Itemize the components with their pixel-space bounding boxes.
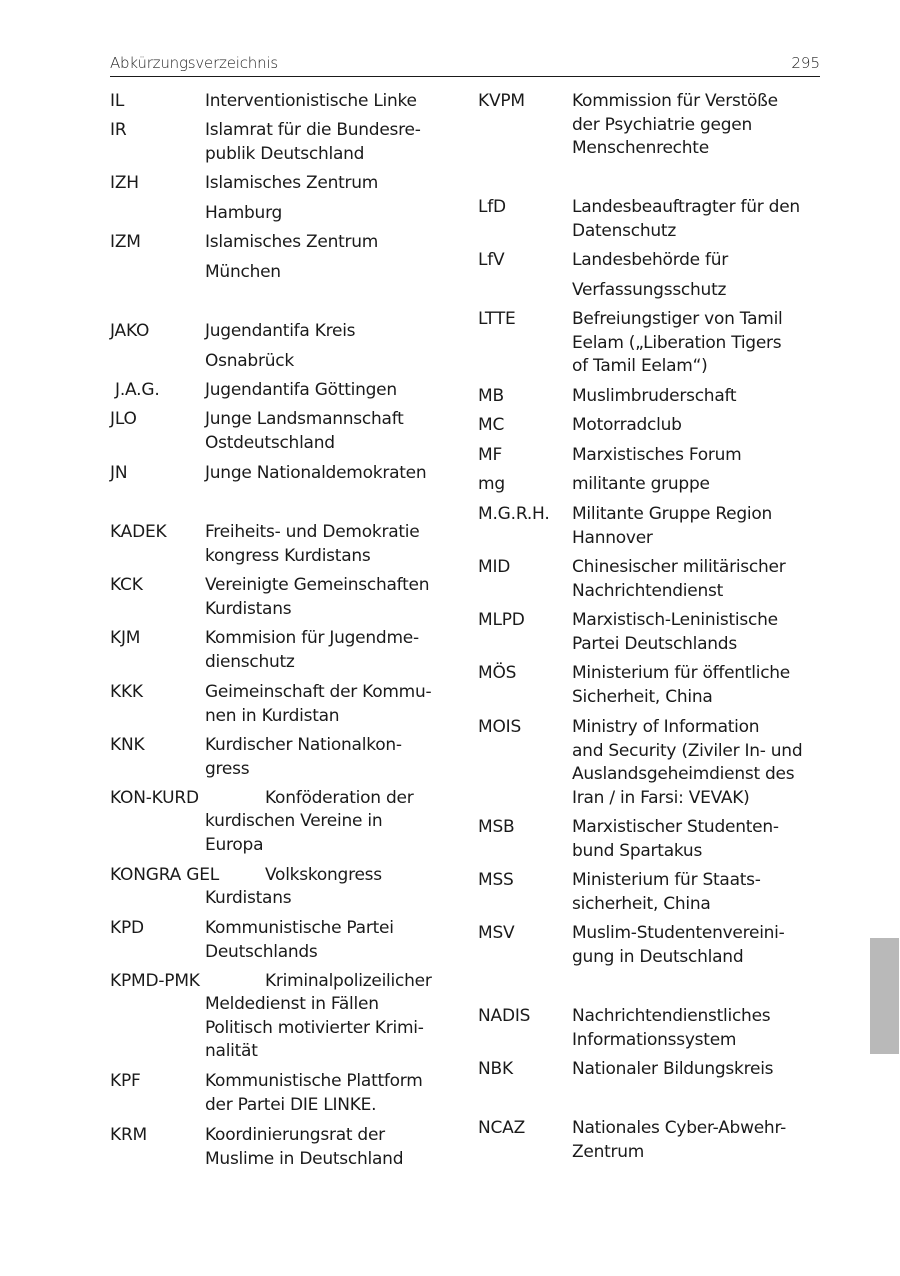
definition-line: Zentrum [572, 1141, 645, 1162]
definition-line: Muslimbruderschaft [572, 386, 737, 406]
abbreviation-term: KPD [110, 918, 144, 938]
definition-line: Nachrichtendienstliches [572, 1006, 771, 1026]
abbreviation-term: KCK [110, 575, 143, 595]
abbreviation-term: IL [110, 91, 125, 111]
definition-line: Befreiungstiger von Tamil [572, 309, 783, 329]
definition-line: nen in Kurdistan [205, 705, 340, 726]
abbreviation-term: KON-KURD [110, 788, 199, 808]
definition-line: Nationaler Bildungskreis [572, 1059, 774, 1079]
abbreviation-term: MOIS [478, 717, 522, 737]
abbreviation-term: MC [478, 415, 505, 435]
abbreviation-term: M.G.R.H. [478, 504, 550, 524]
abbreviation-term: MB [478, 386, 504, 406]
abbreviation-term: KPMD-PMK [110, 971, 200, 991]
definition-line: Deutschlands [205, 941, 318, 962]
abbreviation-definition [572, 249, 728, 273]
definition-line: gress [205, 758, 250, 779]
definition-line: Ministerium für Staats- [572, 870, 761, 890]
definition-line: Motorradclub [572, 415, 682, 435]
definition-line: Datenschutz [572, 220, 676, 241]
definition-line: Jugendantifa Kreis [205, 321, 356, 341]
definition-line: Kommunistische Partei [205, 918, 394, 938]
definition-line: Europa [205, 834, 264, 855]
abbreviation-term: JN [110, 463, 128, 483]
abbreviation-definition [572, 716, 802, 810]
abbreviation-definition [572, 414, 682, 438]
definition-line: dienschutz [205, 651, 295, 672]
definition-line: Chinesischer militärischer [572, 557, 786, 577]
definition-line: Landesbehörde für [572, 250, 729, 270]
abbreviation-definition [572, 196, 800, 243]
definition-line: Nachrichtendienst [572, 580, 724, 601]
abbreviation-definition [572, 1005, 770, 1052]
abbreviation-definition [572, 662, 790, 709]
abbreviation-term: JLO [110, 409, 137, 429]
abbreviation-definition [572, 1117, 786, 1164]
definition-line: of Tamil Eelam“) [572, 356, 708, 376]
definition-line: Eelam („Liberation Tigers [572, 332, 782, 353]
abbreviation-definition [572, 279, 726, 303]
definition-line: publik Deutschland [205, 143, 365, 164]
definition-line: Kommision für Jugendme- [205, 628, 419, 648]
definition-line: Landesbeauftragter für den [572, 197, 800, 217]
abbreviation-term: LfD [478, 197, 506, 217]
abbreviation-term: LTTE [478, 309, 516, 329]
definition-line: Kurdischer Nationalkon- [205, 735, 402, 755]
abbreviation-definition [572, 385, 736, 409]
definition-line: Verfassungsschutz [572, 280, 727, 300]
definition-line: militante gruppe [572, 474, 710, 494]
abbreviation-term: mg [478, 474, 505, 494]
definition-line: Hamburg [205, 203, 283, 223]
definition-line: Islamisches Zentrum [205, 173, 379, 193]
definition-line: Kriminalpolizeilicher [265, 971, 432, 991]
definition-line: Sicherheit, China [572, 686, 713, 707]
abbreviation-term: IZH [110, 173, 139, 193]
definition-line: Junge Landsmannschaft [205, 409, 404, 429]
definition-line: gung in Deutschland [572, 946, 744, 967]
abbreviation-term: MID [478, 557, 511, 577]
definition-line: Koordinierungsrat der [205, 1125, 385, 1145]
abbreviation-term: KJM [110, 628, 141, 648]
definition-line: Interventionistische Linke [205, 91, 417, 111]
abbreviation-term: IZM [110, 232, 141, 252]
page-number: 295 [791, 54, 820, 72]
definition-line: Hannover [572, 527, 653, 548]
definition-line: Islamrat für die Bundesre- [205, 120, 421, 140]
abbreviation-definition [572, 473, 710, 497]
definition-line: Ministry of Information [572, 717, 760, 737]
abbreviation-term: KVPM [478, 91, 525, 111]
abbreviation-definition [572, 90, 778, 161]
definition-line: Nationales Cyber-Abwehr- [572, 1118, 786, 1138]
abbreviation-term: KKK [110, 682, 143, 702]
definition-line: Meldedienst in Fällen [205, 994, 379, 1014]
abbreviation-definition [572, 869, 761, 916]
abbreviation-definition [572, 444, 742, 468]
definition-line: Marxistisch-Leninistische [572, 610, 778, 630]
definition-line: bund Spartakus [572, 840, 703, 861]
thumb-index-tab [870, 938, 899, 1054]
definition-line: kongress Kurdistans [205, 545, 371, 566]
definition-line: Kommission für Verstöße [572, 91, 778, 111]
abbreviation-definition [572, 922, 785, 969]
definition-line: Vereinigte Gemeinschaften [205, 575, 430, 595]
definition-line: der Partei DIE LINKE. [205, 1094, 377, 1115]
abbreviation-term: MF [478, 445, 503, 465]
definition-line: Partei Deutschlands [572, 633, 737, 654]
definition-line: Ministerium für öffentliche [572, 663, 791, 683]
definition-line: Marxistisches Forum [572, 445, 742, 465]
abbreviation-term: KONGRA GEL [110, 865, 220, 885]
definition-line: München [205, 262, 281, 282]
definition-line: Menschenrechte [572, 138, 709, 158]
definition-line: nalität [205, 1041, 258, 1061]
abbreviation-term: NADIS [478, 1006, 531, 1026]
abbreviation-term: MLPD [478, 610, 525, 630]
definition-line: Freiheits- und Demokratie [205, 522, 420, 542]
abbreviation-term: MÖS [478, 663, 517, 683]
definition-line: Marxistischer Studenten- [572, 817, 779, 837]
definition-line: Osnabrück [205, 351, 294, 371]
abbreviation-term: MSB [478, 817, 515, 837]
abbreviation-term: NBK [478, 1059, 513, 1079]
definition-line: Konföderation der [265, 788, 414, 808]
abbreviation-term: KNK [110, 735, 145, 755]
abbreviation-term: JAKO [110, 321, 150, 341]
abbreviation-term: MSS [478, 870, 514, 890]
definition-line: Islamisches Zentrum [205, 232, 379, 252]
definition-line: kurdischen Vereine in [205, 811, 383, 831]
definition-line: der Psychiatrie gegen [572, 114, 753, 135]
abbreviation-term: IR [110, 120, 127, 140]
definition-line: Volkskongress [265, 865, 382, 885]
abbreviation-definition [572, 816, 779, 863]
abbreviation-term: NCAZ [478, 1118, 526, 1138]
definition-line: Kurdistans [205, 598, 292, 619]
definition-line: Kommunistische Plattform [205, 1071, 423, 1091]
abbreviation-definition [572, 1058, 773, 1082]
definition-line: Junge Nationaldemokraten [205, 463, 427, 483]
abbreviation-term: MSV [478, 923, 515, 943]
abbreviation-term: KADEK [110, 522, 167, 542]
abbreviation-definition [572, 609, 778, 656]
definition-line: Ostdeutschland [205, 432, 335, 453]
definition-line: Muslim-Studentenvereini- [572, 923, 785, 943]
abbreviation-definition [572, 556, 785, 603]
definition-line: Auslandsgeheimdienst des [572, 764, 795, 784]
definition-line: Politisch motivierter Krimi- [205, 1017, 424, 1038]
definition-line: and Security (Ziviler In- und [572, 740, 803, 761]
abbreviation-term: KPF [110, 1071, 141, 1091]
definition-line: Geimeinschaft der Kommu- [205, 682, 432, 702]
definition-line: Jugendantifa Göttingen [205, 380, 397, 400]
definition-line: Kurdistans [205, 888, 292, 908]
definition-line: sicherheit, China [572, 893, 711, 914]
definition-line: Muslime in Deutschland [205, 1148, 404, 1169]
definition-line: Informationssystem [572, 1029, 737, 1050]
abbreviation-term: KRM [110, 1125, 148, 1145]
abbreviation-definition [572, 503, 772, 550]
abbreviation-term: LfV [478, 250, 505, 270]
definition-line: Militante Gruppe Region [572, 504, 773, 524]
definition-line: Iran / in Farsi: VEVAK) [572, 787, 750, 808]
abbreviation-definition [572, 308, 783, 379]
abbreviation-term: J.A.G. [115, 380, 160, 400]
section-title: Abkürzungsverzeichnis [110, 54, 278, 72]
